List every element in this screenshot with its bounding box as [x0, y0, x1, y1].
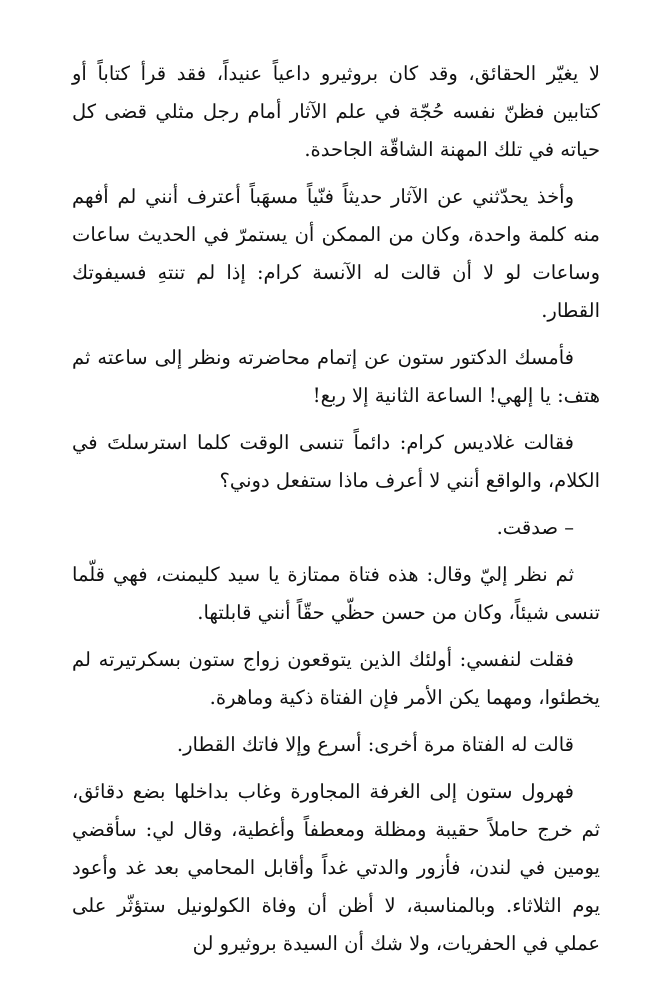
paragraph-2: وأخذ يحدّثني عن الآثار حديثاً فنّياً مسهَباً أعترف أنني لم أفهم منه كلمة واحدة، وكان من الممكن أن يستمرّ في الحديث ساعات وساعات لو لا أن قالت له الآنسة كرام: إذا لم تنتهِ فسيفوتك القطار. [72, 185, 600, 322]
paragraph-1: لا يغيّر الحقائق، وقد كان بروثيرو داعياً عنيداً، فقد قرأ كتاباً أو كتابين فظنّ نفسه حُجّة في علم الآثار أمام رجل مثلي قضى كل حياته في تلك المهنة الشاقّة الجاحدة. [72, 62, 600, 161]
paragraph-7: فقلت لنفسي: أولئك الذين يتوقعون زواج ستون بسكرتيرته لم يخطئوا، ومهما يكن الأمر فإن الفتاة ذكية وماهرة. [72, 648, 600, 709]
paragraph-6: ثم نظر إليّ وقال: هذه فتاة ممتازة يا سيد كليمنت، فهي قلّما تنسى شيئاً، وكان من حسن حظّي حقّاً أنني قابلتها. [72, 563, 600, 624]
page-text [72, 55, 600, 972]
paragraph-9: فهرول ستون إلى الغرفة المجاورة وغاب بداخلها بضع دقائق، ثم خرج حاملاً حقيبة ومظلة ومعطفاً وأغطية، وقال لي: سأقضي يومين في لندن، فأزور والدتي غداً وأقابل المحامي بعد غد وأعود يوم الثلاثاء. وبالمناسبة، لا أظن أن وفاة الكولونيل ستؤثّر على عملي في الحفريات، ولا شك أن السيدة بروثيرو لن [72, 780, 600, 955]
paragraph-3: فأمسك الدكتور ستون عن إتمام محاضرته ونظر إلى ساعته ثم هتف: يا إلهي! الساعة الثانية إلا ربع! [72, 346, 600, 407]
paragraph-4: فقالت غلاديس كرام: دائماً تنسى الوقت كلما استرسلتَ في الكلام، والواقع أنني لا أعرف ماذا ستفعل دوني؟ [72, 431, 600, 492]
paragraph-5: – صدقت. [496, 516, 574, 539]
paragraph-8: قالت له الفتاة مرة أخرى: أسرع وإلا فاتك القطار. [176, 733, 574, 756]
